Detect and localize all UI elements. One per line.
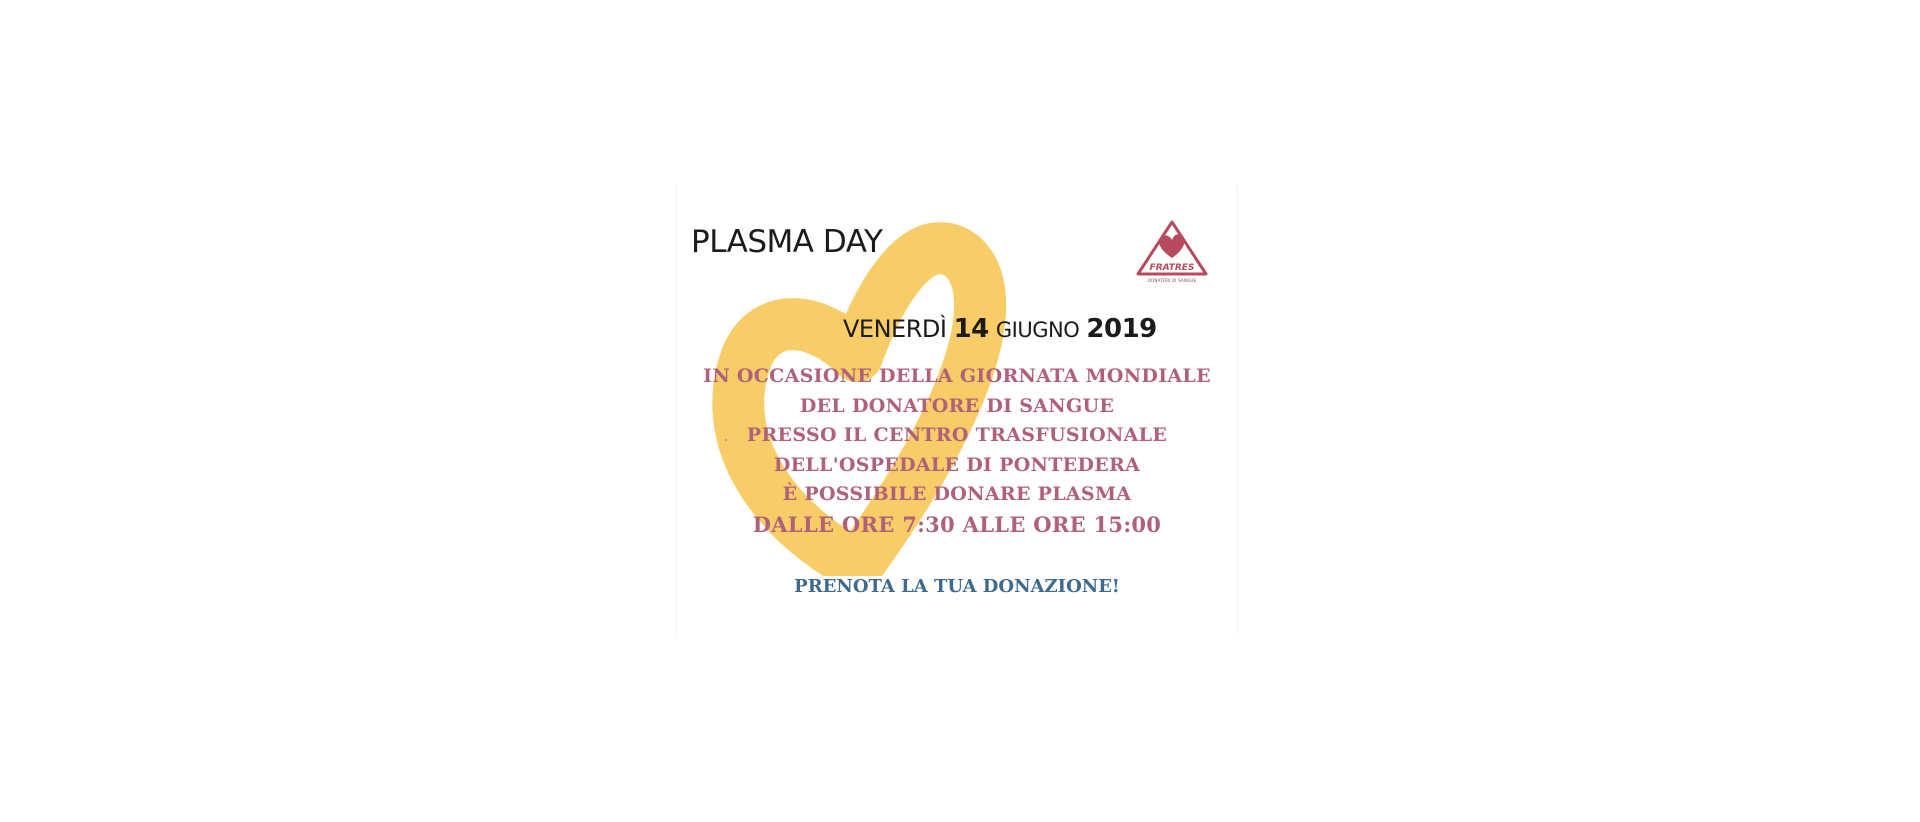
scan-speck [725, 439, 727, 441]
info-line: È POSSIBILE DONARE PLASMA [782, 483, 1132, 505]
info-line: PRESSO IL CENTRO TRASFUSIONALE [746, 424, 1168, 446]
info-line: DEL DONATORE DI SANGUE [799, 394, 1115, 417]
logo-caption: DONATORI DI SANGUE [1147, 278, 1197, 283]
event-date [843, 314, 1157, 344]
date-year: 2019 [1086, 314, 1157, 344]
info-line: IN OCCASIONE DELLA GIORNATA MONDIALE [703, 365, 1211, 387]
event-info [697, 362, 1217, 539]
date-month: GIUGNO [995, 318, 1080, 342]
plasma-day-flyer [676, 186, 1238, 634]
info-line-hours: DALLE ORE 7:30 ALLE ORE 15:00 [752, 511, 1162, 537]
flyer-title: PLASMA DAY [691, 224, 883, 260]
call-to-action: PRENOTA LA TUA DONAZIONE! [794, 576, 1120, 597]
logo-name: FRATRES [1149, 263, 1195, 273]
date-day: 14 [953, 314, 989, 344]
fratres-logo [1132, 216, 1212, 286]
heart-triangle-logo-icon [1132, 216, 1212, 278]
date-weekday: VENERDÌ [843, 315, 947, 343]
info-line: DELL'OSPEDALE DI PONTEDERA [773, 453, 1141, 476]
